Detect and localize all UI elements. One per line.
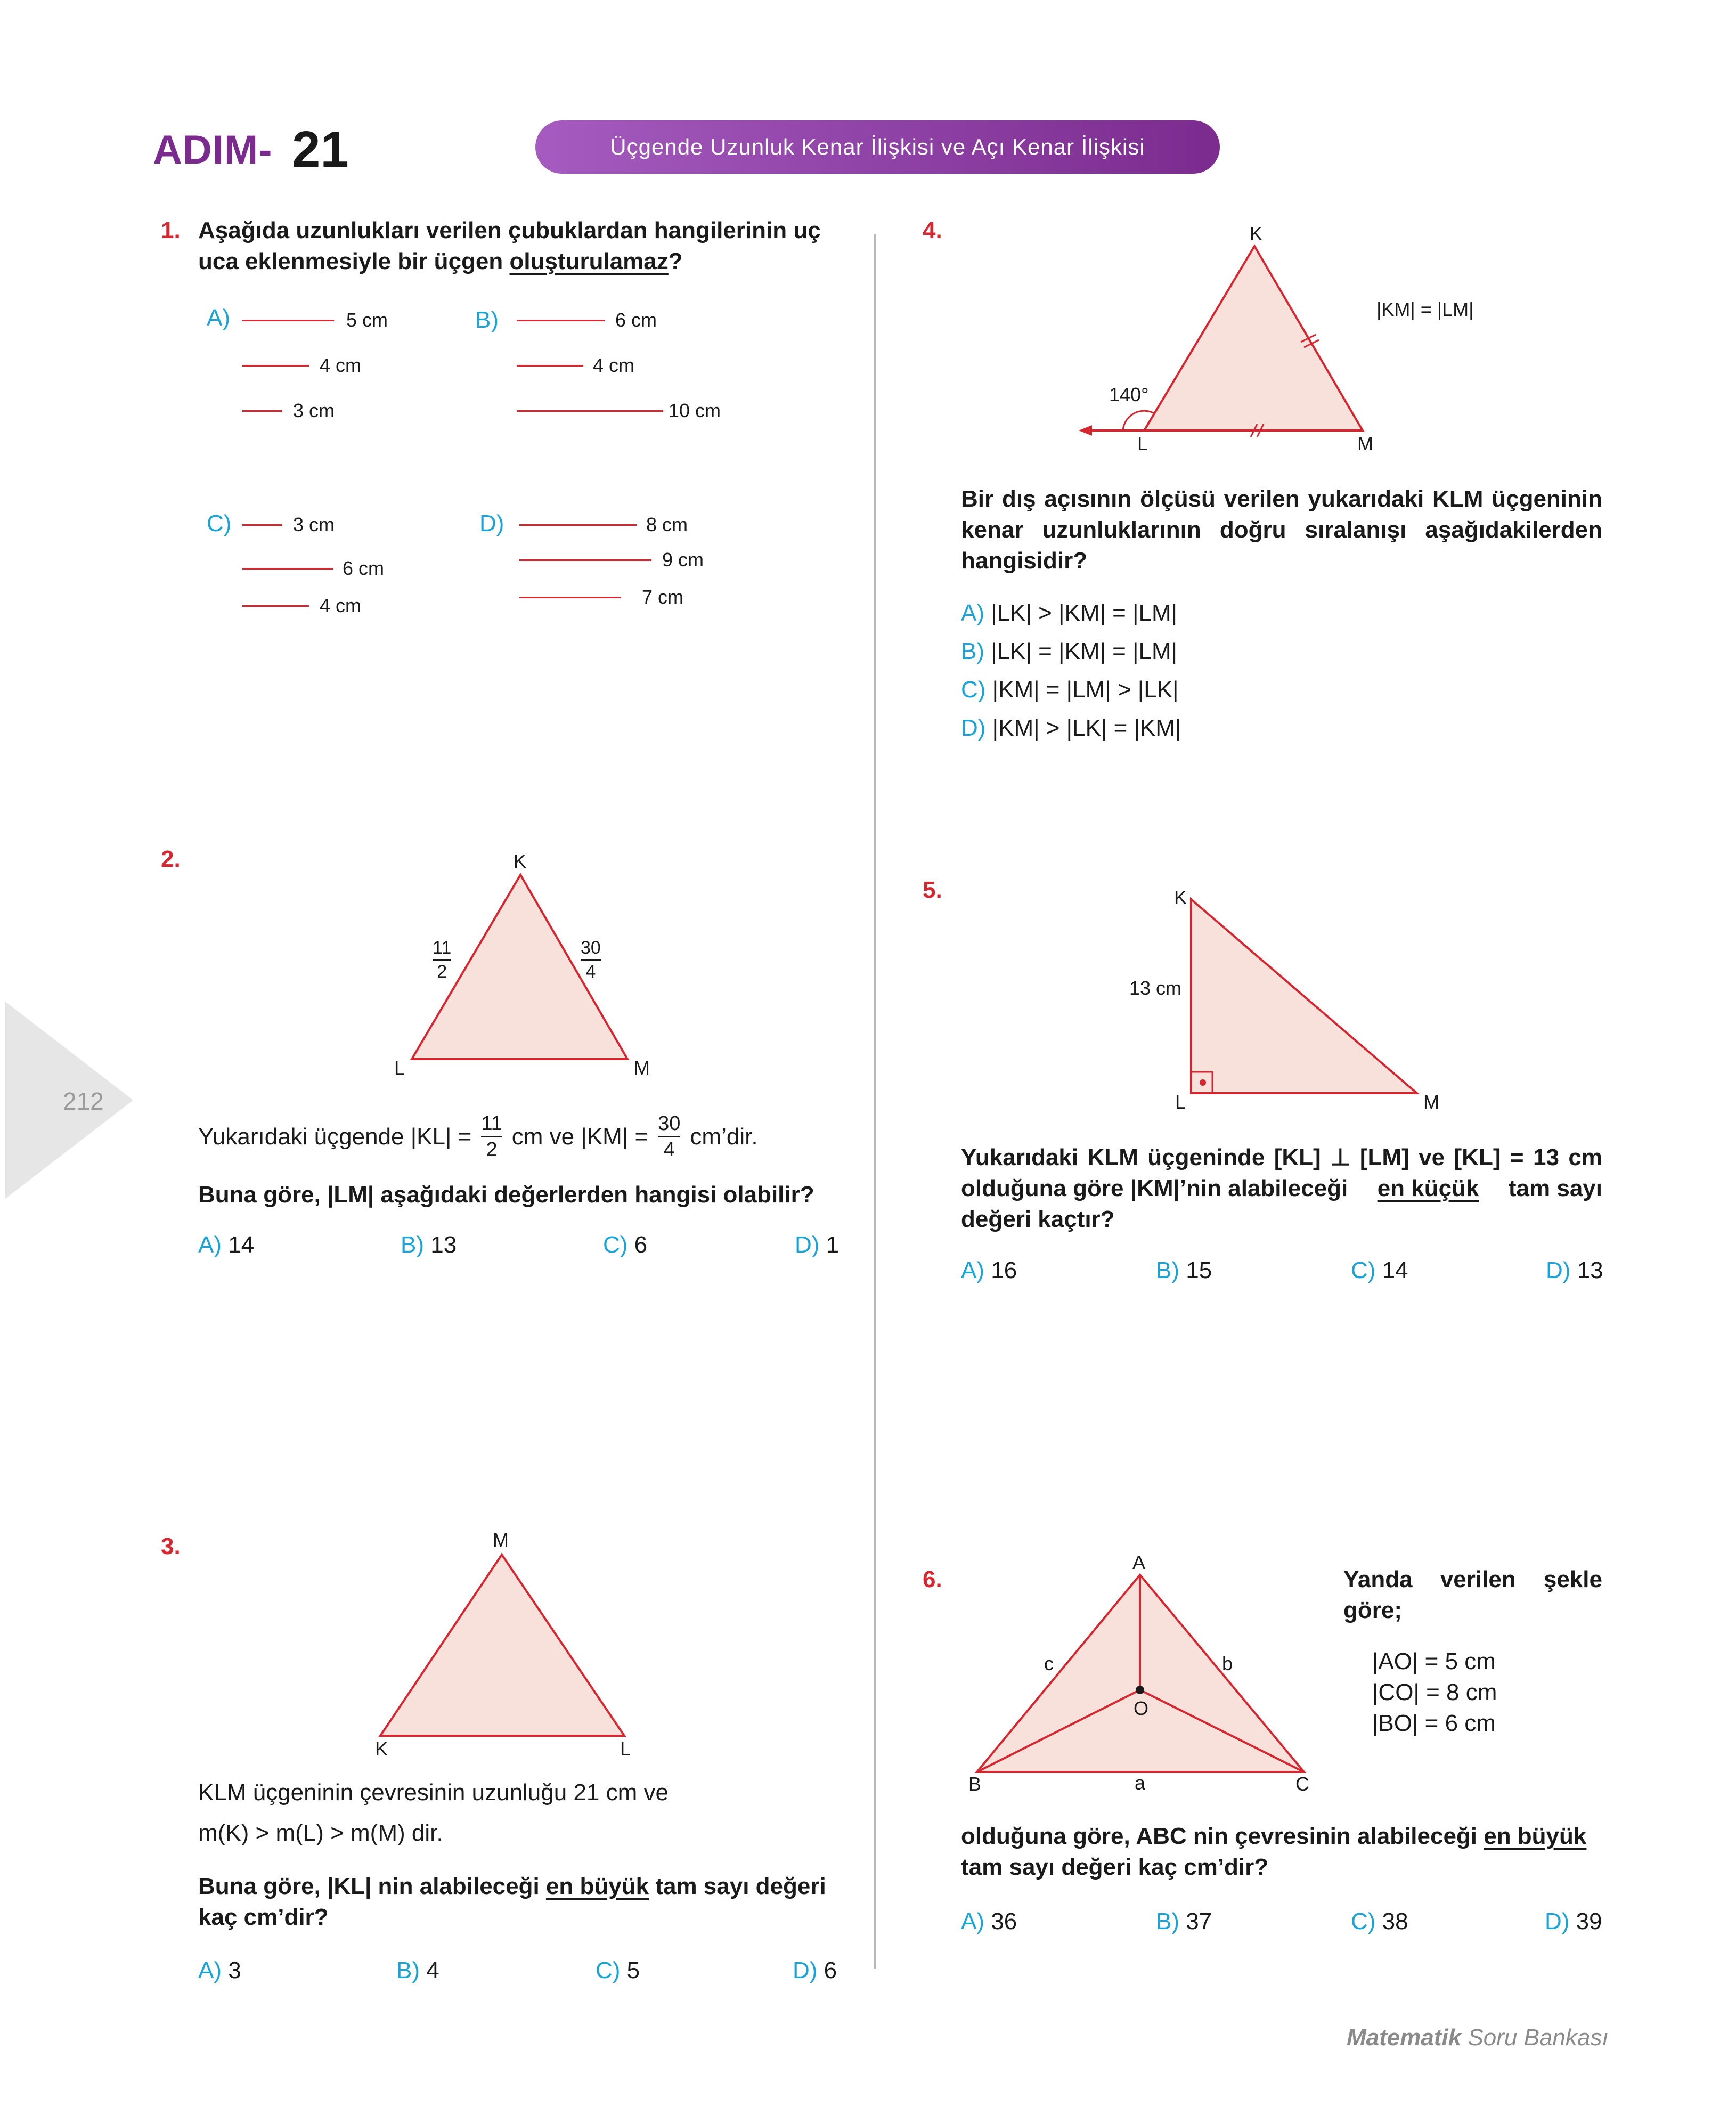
topic-title: Üçgende Uzunluk Kenar İlişkisi ve Açı Kenar İlişkisi [610, 134, 1145, 159]
step-label: ADIM- [153, 127, 273, 173]
q3-underlined: en büyük [545, 1873, 649, 1899]
option-value: |KM| = |LM| > |LK| [992, 677, 1179, 703]
footer-brand [1347, 2024, 1609, 2051]
option-letter: B) [961, 638, 984, 664]
q2-option-a[interactable] [198, 1232, 254, 1258]
stick-label: 9 cm [662, 549, 704, 571]
option-letter: C) [1351, 1257, 1376, 1283]
q4-option-b[interactable] [961, 638, 1177, 665]
option-letter: A) [961, 600, 984, 626]
q1-number: 1. [161, 217, 181, 243]
q4-vertex-l: L [1137, 433, 1148, 454]
stick [242, 524, 282, 526]
option-value: 4 [426, 1957, 439, 1983]
q6-given [1372, 1646, 1596, 1739]
option-value: 1 [826, 1232, 840, 1258]
q2-km-fraction [581, 937, 601, 983]
stick-label: 7 cm [642, 586, 684, 608]
q6-option-d[interactable] [1545, 1908, 1602, 1935]
option-letter: D) [793, 1957, 818, 1983]
option-value: 3 [228, 1957, 241, 1983]
q2-text-b: cm ve |KM| = [511, 1123, 649, 1150]
stick [242, 568, 333, 570]
stick [242, 410, 282, 412]
q6-vertex-a: A [1132, 1551, 1146, 1573]
option-value: 14 [1382, 1257, 1408, 1283]
q5-text-line3: değeri kaçtır? [961, 1206, 1115, 1232]
fraction-numerator: 11 [433, 938, 452, 958]
q6-given-co: |CO| = 8 cm [1372, 1679, 1497, 1705]
q5-option-d[interactable] [1546, 1257, 1603, 1284]
q3-option-a[interactable] [198, 1957, 241, 1984]
q6-option-b[interactable] [1156, 1908, 1212, 1935]
q2-option-b[interactable] [401, 1232, 457, 1258]
q1-option-d[interactable]: D) [479, 510, 504, 536]
stick-label: 4 cm [320, 595, 362, 616]
q6-given-bo: |BO| = 6 cm [1372, 1710, 1496, 1736]
option-letter: D) [795, 1232, 820, 1258]
fraction-denominator: 4 [585, 962, 596, 982]
option-value: 38 [1382, 1908, 1408, 1934]
stick [242, 320, 334, 321]
q6-vertex-o: O [1134, 1697, 1149, 1719]
option-letter: A) [198, 1957, 222, 1983]
q1-option-a[interactable]: A) [207, 305, 230, 331]
q6-side-c: c [1044, 1653, 1054, 1674]
option-value: |LK| = |KM| = |LM| [991, 638, 1178, 664]
stick [519, 524, 637, 526]
column-divider [874, 234, 876, 1969]
option-letter: B) [1156, 1257, 1179, 1283]
q3-number: 3. [161, 1533, 181, 1559]
q5-option-c[interactable] [1351, 1257, 1408, 1284]
q5-vertex-m: M [1423, 1091, 1439, 1113]
q2-statement [198, 1111, 864, 1162]
q2-question: Buna göre, |LM| aşağıdaki değerlerden hangisi olabilir? [198, 1182, 814, 1208]
footer-brand-bold: Matematik [1347, 2024, 1462, 2051]
q5-text-part: olduğuna göre |KM|’nin alabileceği [961, 1175, 1348, 1201]
q2-kl-fraction [433, 937, 451, 983]
option-letter: A) [198, 1232, 222, 1258]
q3-vertex-m: M [493, 1529, 509, 1551]
stick-label: 10 cm [669, 400, 721, 421]
q4-option-a[interactable] [961, 600, 1177, 627]
q6-vertex-c: C [1295, 1773, 1309, 1795]
fraction-denominator: 2 [437, 962, 447, 982]
q2-frac-km [658, 1111, 680, 1162]
option-letter: D) [1545, 1908, 1570, 1934]
option-value: 39 [1576, 1908, 1602, 1934]
stick [242, 365, 309, 367]
option-letter: C) [961, 677, 986, 703]
q5-text-line2 [961, 1173, 1602, 1204]
q6-question [961, 1821, 1602, 1883]
q5-option-b[interactable] [1156, 1257, 1212, 1284]
option-value: 15 [1186, 1257, 1212, 1283]
q4-given: |KM| = |LM| [1376, 298, 1474, 320]
q3-question-line1 [198, 1871, 864, 1902]
q3-vertex-l: L [620, 1738, 631, 1760]
option-value: 6 [634, 1232, 648, 1258]
q5-number: 5. [923, 877, 942, 903]
q1-text-line1: Aşağıda uzunlukları verilen çubuklardan hangilerinin uç [198, 217, 821, 243]
q4-option-d[interactable] [961, 715, 1181, 742]
option-letter: B) [1156, 1908, 1179, 1934]
q3-q-part: tam sayı değeri [649, 1873, 826, 1899]
q6-vertex-b: B [968, 1773, 982, 1795]
q1-text-line2 [198, 246, 843, 277]
q2-vertex-m: M [634, 1057, 650, 1079]
q4-number: 4. [923, 217, 942, 243]
q2-text-a: Yukarıdaki üçgende |KL| = [198, 1123, 472, 1150]
fraction-denominator: 2 [486, 1139, 498, 1161]
q6-underlined: en büyük [1484, 1823, 1587, 1849]
q6-given-ao: |AO| = 5 cm [1372, 1648, 1496, 1674]
q3-q-part: Buna göre, |KL| nin alabileceği [198, 1873, 546, 1899]
q6-question-line1 [961, 1821, 1602, 1852]
footer-brand-rest: Soru Bankası [1468, 2024, 1609, 2051]
stick-label: 5 cm [346, 309, 388, 331]
q1-text [198, 215, 843, 277]
stick [519, 597, 621, 598]
q6-option-a[interactable] [961, 1908, 1017, 1935]
q3-option-d[interactable] [793, 1957, 837, 1984]
option-value: |LK| > |KM| = |LM| [991, 600, 1178, 626]
topic-banner [535, 120, 1220, 174]
fraction-numerator: 11 [481, 1112, 502, 1135]
q6-side-text: Yanda verilen şekle göre; [1343, 1566, 1602, 1623]
q6-option-c[interactable] [1351, 1908, 1408, 1935]
option-letter: A) [961, 1257, 984, 1283]
q3-line2: m(K) > m(L) > m(M) dir. [198, 1820, 443, 1846]
q4-vertex-m: M [1357, 433, 1373, 454]
option-value: |KM| > |LK| = |KM| [992, 715, 1181, 741]
option-letter: B) [396, 1957, 420, 1983]
q4-angle: 140° [1109, 384, 1149, 405]
option-letter: C) [596, 1957, 621, 1983]
fraction-denominator: 4 [663, 1139, 675, 1161]
fraction-numerator: 30 [581, 938, 601, 958]
q4-option-c[interactable] [961, 677, 1178, 703]
option-value: 5 [626, 1957, 640, 1983]
stick [519, 559, 651, 561]
q5-text [961, 1142, 1602, 1235]
q3-option-b[interactable] [396, 1957, 439, 1984]
option-letter: D) [1546, 1257, 1571, 1283]
q6-side-a: a [1135, 1772, 1146, 1794]
q1-text-part: uca eklenmesiyle bir üçgen [198, 248, 510, 274]
q5-side-kl: 13 cm [1129, 977, 1182, 999]
q2-frac-kl [481, 1111, 502, 1162]
option-value: 37 [1186, 1908, 1212, 1934]
q6-side-b: b [1222, 1653, 1233, 1674]
q2-number: 2. [161, 846, 181, 872]
q2-vertex-k: K [514, 850, 527, 872]
option-value: 13 [1577, 1257, 1603, 1283]
option-letter: D) [961, 715, 986, 741]
q2-option-d[interactable] [795, 1232, 839, 1258]
q6-number: 6. [923, 1566, 942, 1592]
q2-option-c[interactable] [603, 1232, 647, 1258]
q1-text-end: ? [668, 248, 683, 274]
stick-label: 4 cm [320, 354, 362, 376]
stick-label: 8 cm [646, 514, 688, 535]
q5-option-a[interactable] [961, 1257, 1017, 1284]
page-number: 212 [63, 1087, 104, 1115]
q1-option-c[interactable]: C) [207, 510, 232, 536]
option-value: 16 [991, 1257, 1017, 1283]
q4-text: Bir dış açısının ölçüsü verilen yukarıdaki KLM üçgeninin kenar uzunluklarının doğru sıralanışı aşağıdakilerden hangisidir? [961, 486, 1602, 574]
option-letter: C) [603, 1232, 628, 1258]
option-value: 6 [824, 1957, 837, 1983]
q1-option-b[interactable]: B) [475, 307, 499, 333]
stick [517, 410, 663, 412]
q1-underlined: oluşturulamaz [509, 248, 669, 274]
q3-option-c[interactable] [596, 1957, 640, 1984]
q5-vertex-l: L [1175, 1091, 1186, 1113]
option-letter: C) [1351, 1908, 1376, 1934]
q6-triangle [0, 0, 1, 1]
q3-question [198, 1871, 864, 1933]
q3-question-line2: kaç cm’dir? [198, 1904, 329, 1930]
option-value: 36 [991, 1908, 1017, 1934]
q3-line1: KLM üçgeninin çevresinin uzunluğu 21 cm ve [198, 1779, 669, 1806]
stick-label: 6 cm [343, 557, 385, 579]
q2-vertex-l: L [394, 1057, 405, 1079]
stick-label: 3 cm [293, 400, 335, 421]
stick-label: 4 cm [593, 354, 635, 376]
stick [517, 365, 583, 367]
option-letter: A) [961, 1908, 984, 1934]
option-value: 13 [430, 1232, 457, 1258]
q2-text-c: cm’dir. [690, 1123, 758, 1150]
stick [242, 605, 309, 607]
q5-text-part: tam sayı [1508, 1175, 1602, 1201]
option-letter: B) [401, 1232, 424, 1258]
stick [517, 320, 605, 321]
q6-question-line2: tam sayı değeri kaç cm’dir? [961, 1854, 1269, 1880]
q5-vertex-k: K [1174, 887, 1187, 908]
fraction-numerator: 30 [658, 1112, 681, 1135]
step-number: 21 [292, 121, 349, 178]
option-value: 14 [228, 1232, 255, 1258]
q4-vertex-k: K [1250, 223, 1263, 245]
stick-label: 6 cm [615, 309, 657, 331]
stick-label: 3 cm [293, 514, 335, 535]
q6-q-part: olduğuna göre, ABC nin çevresinin alabileceği [961, 1823, 1484, 1849]
q5-text-line1: Yukarıdaki KLM üçgeninde [KL] ⊥ [LM] ve [KL] = 13 cm [961, 1144, 1602, 1170]
q5-underlined: en küçük [1377, 1175, 1479, 1201]
q3-vertex-k: K [375, 1738, 388, 1760]
